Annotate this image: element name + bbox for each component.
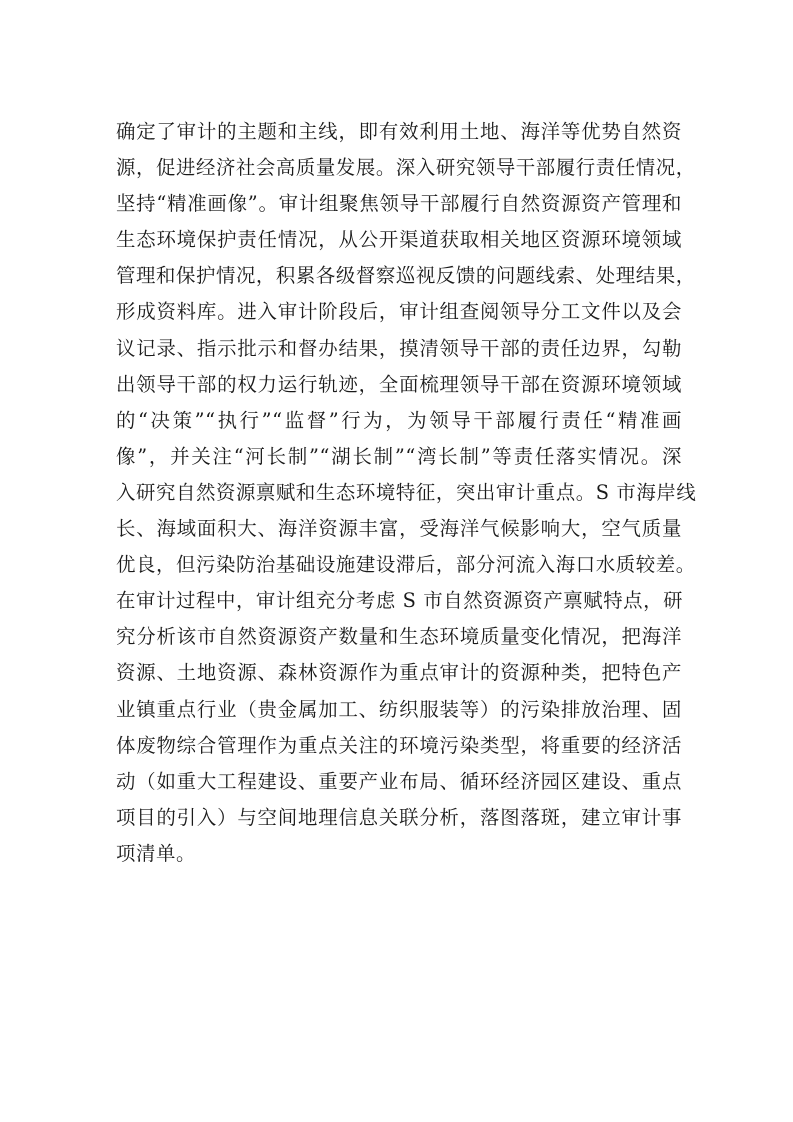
paragraph-line: 的“决策”“执行”“监督”行为，为领导干部履行责任“精准画: [116, 408, 682, 432]
paragraph-line: 出领导干部的权力运行轨迹，全面梳理领导干部在资源环境领域: [116, 372, 682, 396]
paragraph-line: 源，促进经济社会高质量发展。深入研究领导干部履行责任情况，: [116, 156, 696, 180]
paragraph-line: 项目的引入）与空间地理信息关联分析，落图落斑，建立审计事: [116, 805, 682, 829]
paragraph-line: 项清单。: [116, 841, 196, 865]
paragraph-line: 生态环境保护责任情况，从公开渠道获取相关地区资源环境领域: [116, 228, 682, 252]
paragraph-line: 长、海域面积大、海洋资源丰富，受海洋气候影响大，空气质量: [116, 517, 682, 541]
paragraph-line: 在审计过程中，审计组充分考虑 S 市自然资源资产禀赋特点，研: [116, 589, 684, 613]
paragraph-line: 究分析该市自然资源资产数量和生态环境质量变化情况，把海洋: [116, 625, 682, 649]
paragraph-line: 确定了审计的主题和主线，即有效利用土地、海洋等优势自然资: [116, 120, 682, 143]
paragraph-line: 体废物综合管理作为重点关注的环境污染类型，将重要的经济活: [116, 733, 682, 757]
paragraph-line: 入研究自然资源禀赋和生态环境特征，突出审计重点。S 市海岸线: [116, 480, 697, 504]
paragraph-line: 形成资料库。进入审计阶段后，审计组查阅领导分工文件以及会: [116, 300, 682, 324]
paragraph-line: 资源、土地资源、森林资源作为重点审计的资源种类，把特色产: [116, 661, 682, 685]
paragraph-line: 管理和保护情况，积累各级督察巡视反馈的问题线索、处理结果，: [116, 264, 696, 288]
body-paragraph: [116, 114, 697, 872]
paragraph-line: 优良，但污染防治基础设施建设滞后，部分河流入海口水质较差。: [116, 553, 696, 577]
paragraph-line: 议记录、指示批示和督办结果，摸清领导干部的责任边界，勾勒: [116, 336, 682, 360]
paragraph-line: 动（如重大工程建设、重要产业布局、循环经济园区建设、重点: [116, 769, 682, 793]
paragraph-line: 坚持“精准画像”。审计组聚焦领导干部履行自然资源资产管理和: [116, 192, 682, 216]
paragraph-line: 像”，并关注“河长制”“湖长制”“湾长制”等责任落实情况。深: [116, 444, 682, 468]
paragraph-line: 业镇重点行业（贵金属加工、纺织服装等）的污染排放治理、固: [116, 697, 682, 721]
